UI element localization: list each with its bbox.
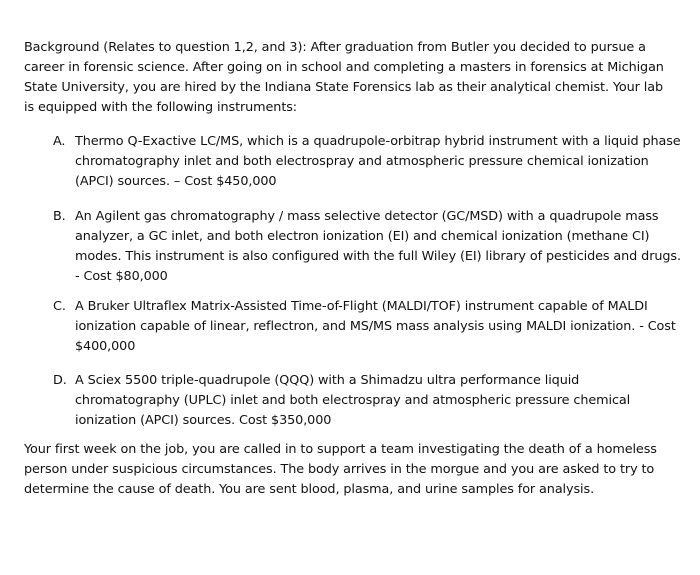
background-paragraph: Background (Relates to question 1,2, and 3): After graduation from Butler you decided to pursue a career in forensic science. After going on in school and completing a masters in forensics at Michigan State University, you are hired by the Indiana State Forensics lab as their analytical chemist. Your lab is equipped with the following instruments: [24, 40, 664, 115]
instrument-item-b [53, 207, 685, 287]
instrument-letter: B. [53, 209, 66, 224]
closing-paragraph: Your first week on the job, you are called in to support a team investigating the death of a homeless person under suspicious circumstances. The body arrives in the morgue and you are asked to try to determine the cause of death. You are sent blood, plasma, and urine samples for analysis. [24, 442, 657, 497]
instrument-item-a [53, 132, 685, 192]
instrument-description: Thermo Q-Exactive LC/MS, which is a quadrupole-orbitrap hybrid instrument with a liquid phase chromatography inlet and both electrospray and atmospheric pressure chemical ionization (APCI) sources. – Cost $450,000 [75, 134, 681, 189]
instrument-description: A Sciex 5500 triple-quadrupole (QQQ) with a Shimadzu ultra performance liquid chromatography (UPLC) inlet and both electrospray and atmospheric pressure chemical ionization (APCI) sources. Cost $350,000 [75, 373, 631, 428]
instrument-letter: C. [53, 299, 66, 314]
instrument-item-c [53, 297, 685, 357]
instrument-description: An Agilent gas chromatography / mass selective detector (GC/MSD) with a quadrupole mass analyzer, a GC inlet, and both electron ionization (EI) and chemical ionization (methane CI) modes. This instrument is also configured with the full Wiley (EI) library of pesticides and drugs. - Cost $80,000 [75, 209, 681, 284]
instrument-letter: A. [53, 134, 66, 149]
instrument-letter: D. [53, 373, 67, 388]
instrument-description: A Bruker Ultraflex Matrix-Assisted Time-of-Flight (MALDI/TOF) instrument capable of MALDI ionization capable of linear, reflectron, and MS/MS mass analysis using MALDI ionization. - Cost $400,000 [75, 299, 676, 354]
instrument-item-d [53, 371, 685, 431]
